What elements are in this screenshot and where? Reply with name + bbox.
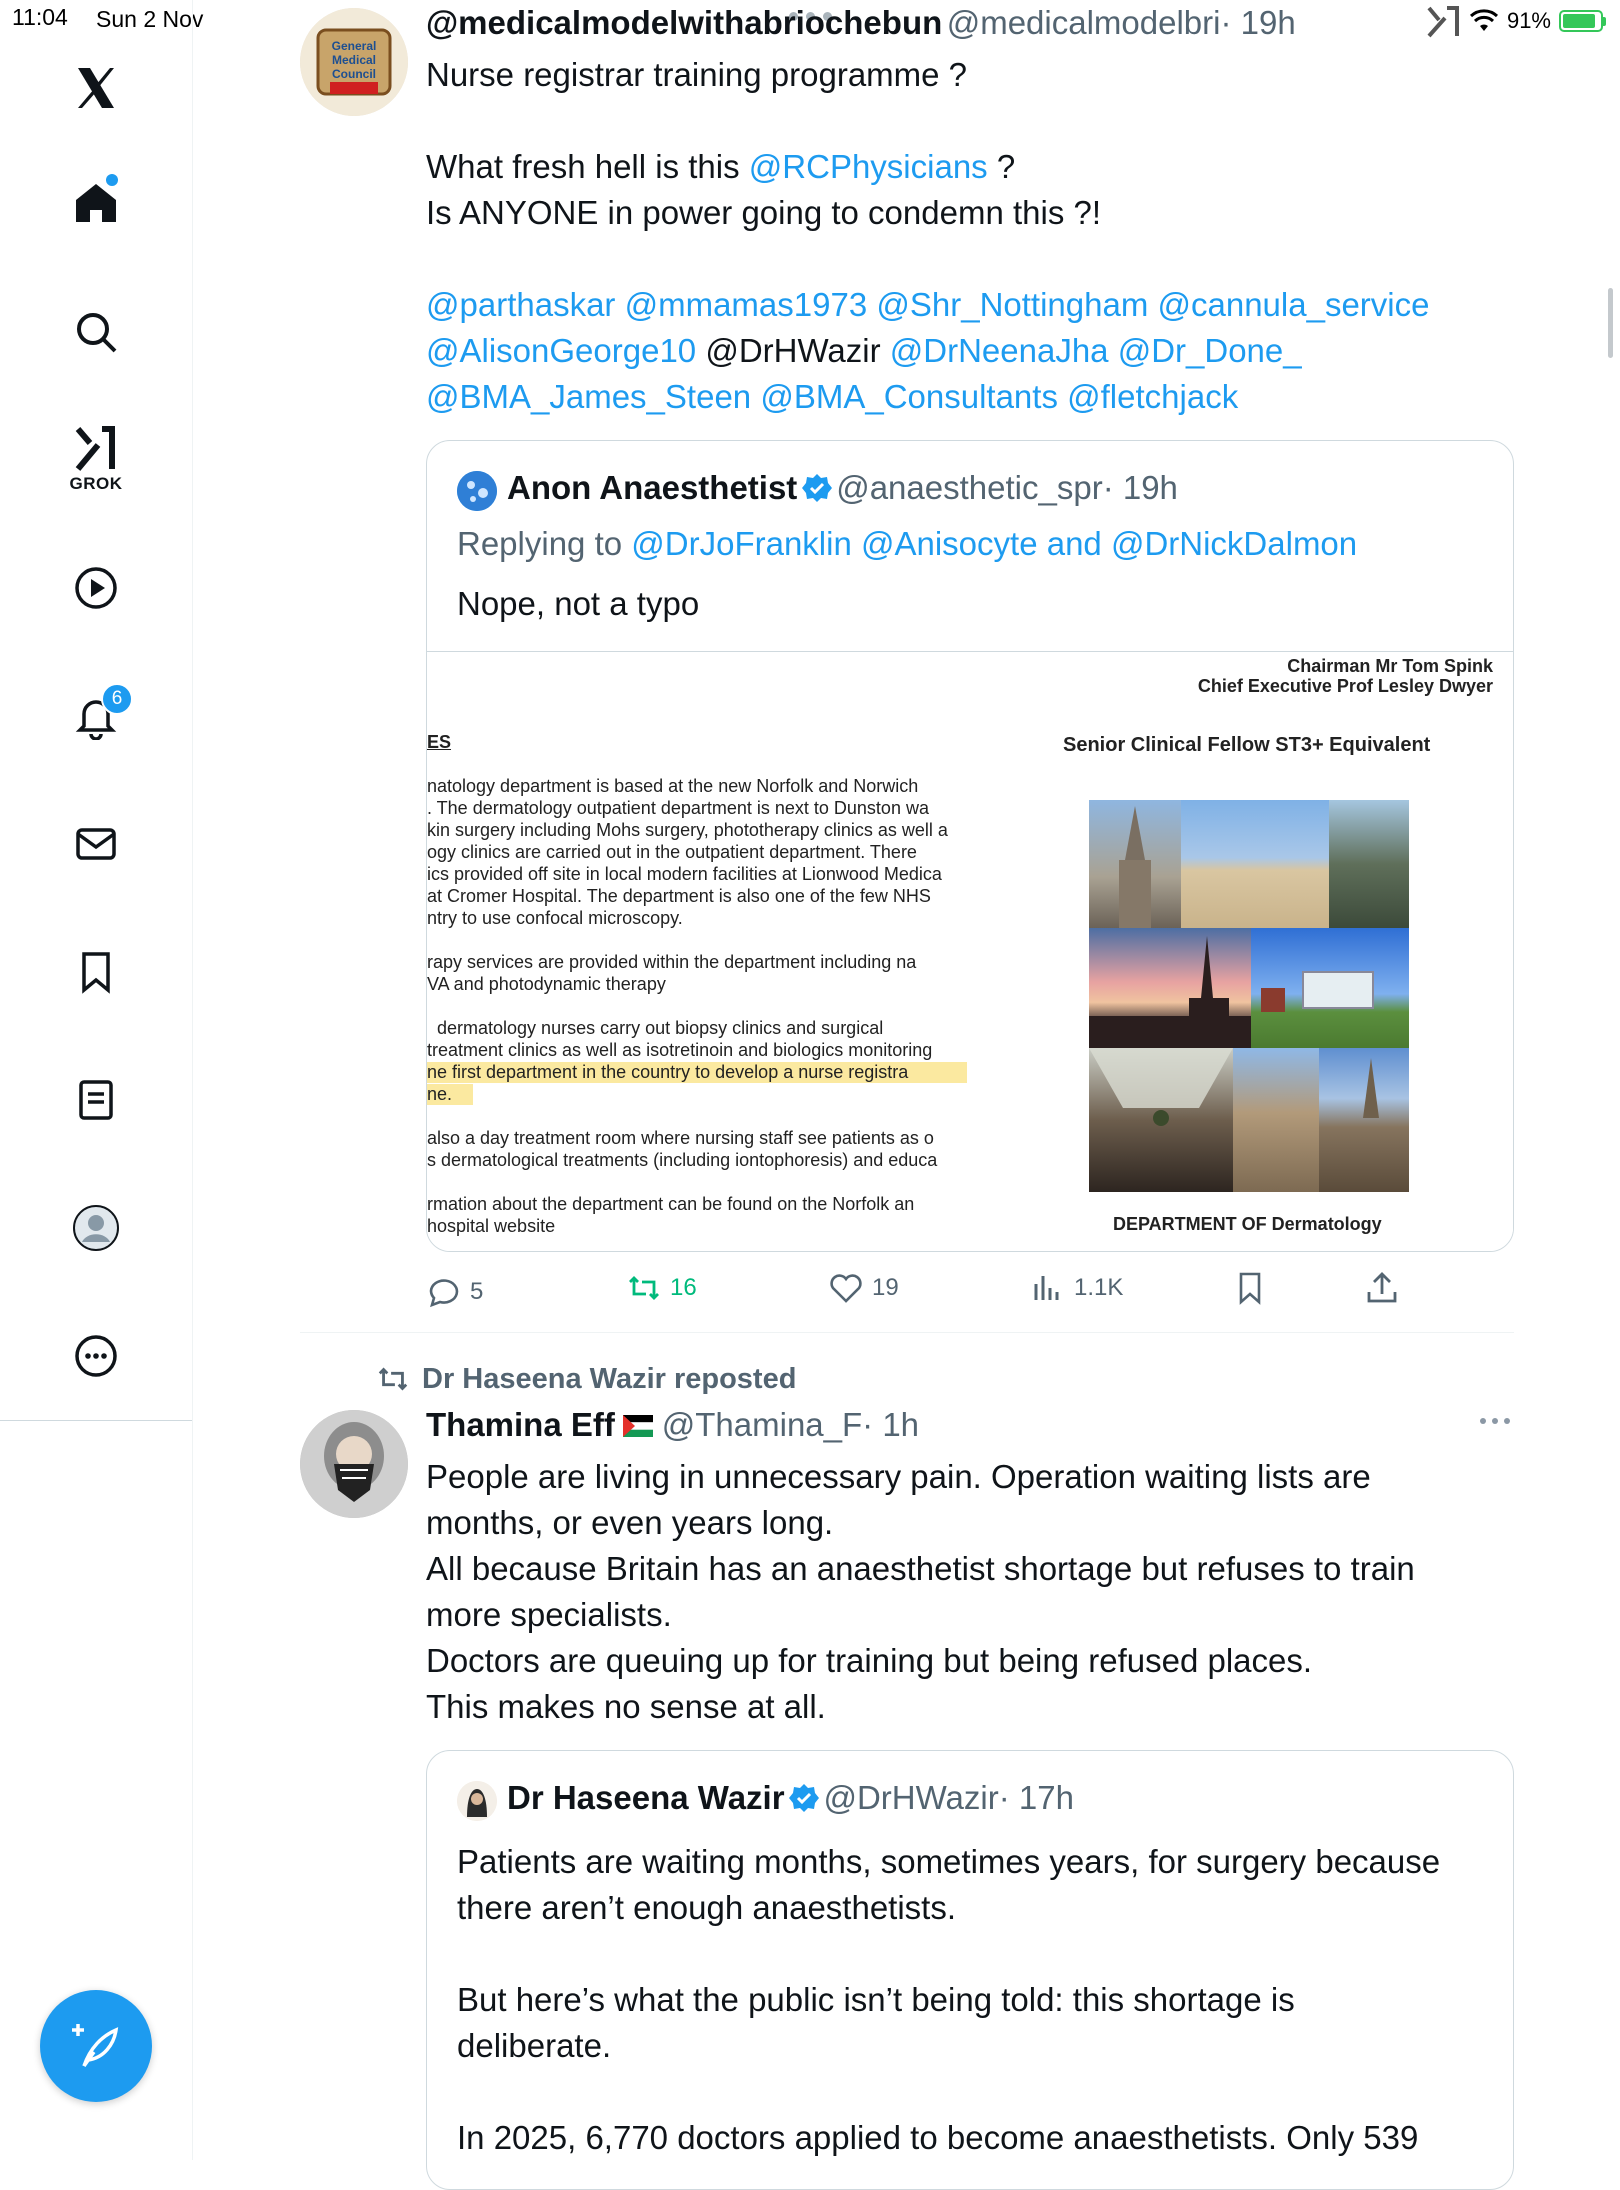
tweet2-line: All because Britain has an anaesthetist shortage but refuses to train	[426, 1550, 1415, 1587]
tweet2-time[interactable]: · 1h	[862, 1406, 920, 1443]
grok-status-icon	[1425, 4, 1461, 38]
doc-dept-caption: DEPARTMENT OF Dermatology	[1113, 1214, 1382, 1234]
doc-line: ics provided off site in local modern facilities at Lionwood Medica	[427, 864, 942, 884]
doc-line: natology department is based at the new Norfolk and Norwich	[427, 776, 919, 796]
tweet1-line1: Nurse registrar training programme ?	[426, 56, 968, 93]
grok-label: GROK	[69, 474, 123, 493]
views-bar-chart-icon	[1030, 1270, 1066, 1306]
status-right	[1425, 4, 1606, 38]
quote2-line: deliberate.	[457, 2027, 612, 2064]
mention-link[interactable]: @Shr_Nottingham	[876, 286, 1149, 323]
tweet2-line: Doctors are queuing up for training but being refused places.	[426, 1642, 1313, 1679]
quote1-handle[interactable]: @anaesthetic_spr	[836, 469, 1103, 506]
svg-text:Council: Council	[332, 67, 376, 81]
quote2-line	[457, 2069, 1497, 2115]
quote1-reply-mentions[interactable]: @DrJoFranklin @Anisocyte and @DrNickDalmon	[631, 525, 1358, 562]
doc-line: rapy services are provided within the department including na	[427, 952, 917, 972]
quote1-replying-to: Replying to @DrJoFranklin @Anisocyte and @DrNickDalmon	[457, 525, 1358, 562]
tweet2-line: months, or even years long.	[426, 1504, 834, 1541]
svg-text:Medical: Medical	[331, 53, 377, 67]
profile-avatar-icon[interactable]	[56, 1188, 136, 1268]
doc-highlighted-line: ne.	[427, 1084, 473, 1105]
doc-line: at Cromer Hospital. The department is also one of the few NHS	[427, 886, 931, 906]
tweet1-view-count: 1.1K	[1074, 1274, 1124, 1301]
doc-line: VA and photodynamic therapy	[427, 974, 666, 994]
battery-icon	[1559, 10, 1603, 32]
palestine-flag-icon	[623, 1415, 653, 1437]
repost-icon	[626, 1270, 662, 1306]
compose-post-button[interactable]	[40, 1990, 152, 2102]
doc-heading-right: Senior Clinical Fellow ST3+ Equivalent	[1063, 734, 1431, 756]
tweet1-handle[interactable]: @medicalmodelbri	[946, 4, 1221, 41]
mention-plain: @DrHWazir	[705, 332, 881, 369]
mention-link[interactable]: @parthaskar	[426, 286, 616, 323]
doc-line: treatment clinics as well as isotretinoin and biologics monitoring	[427, 1040, 933, 1060]
tweet1-body	[426, 52, 1526, 420]
quote2-line: there aren’t enough anaesthetists.	[457, 1889, 957, 1926]
quote2-line: In 2025, 6,770 doctors applied to become anaesthetists. Only 539	[457, 2119, 1419, 2156]
bookmark-icon	[1232, 1270, 1268, 1306]
verified-badge-icon	[802, 473, 832, 503]
doc-line: ogy clinics are carried out in the outpatient department. There	[427, 842, 917, 862]
messages-envelope-icon[interactable]	[56, 804, 136, 884]
mention-link[interactable]: @cannula_service	[1157, 286, 1430, 323]
tweet1-line3: Is ANYONE in power going to condemn this ?!	[426, 194, 1102, 231]
quote2-header	[507, 1779, 1074, 1817]
tweet1-time[interactable]: · 19h	[1220, 4, 1296, 41]
quote2-body	[457, 1839, 1497, 2161]
mention-rcphysicians[interactable]: @RCPhysicians	[748, 148, 988, 185]
quote2-display-name[interactable]: Dr Haseena Wazir	[507, 1779, 785, 1816]
mention-link[interactable]: @BMA_James_Steen	[426, 378, 752, 415]
mention-link[interactable]: @DrNeenaJha	[889, 332, 1109, 369]
lists-icon[interactable]	[56, 1060, 136, 1140]
quote2-line: Patients are waiting months, sometimes years, for surgery because	[457, 1843, 1441, 1880]
mention-link[interactable]: @fletchjack	[1067, 378, 1239, 415]
tweet2-avatar[interactable]	[300, 1410, 408, 1518]
tweet1-like-button[interactable]	[828, 1270, 899, 1306]
home-unread-dot	[106, 174, 118, 186]
verified-badge-icon	[789, 1783, 819, 1813]
status-date: Sun 2 Nov	[96, 6, 204, 32]
share-icon	[1364, 1270, 1400, 1306]
collage-photo-sunset-spire	[1089, 928, 1251, 1048]
tweet2-quote-card[interactable]	[426, 1750, 1514, 2190]
grok-icon[interactable]	[56, 420, 136, 500]
tweet1-bookmark-button[interactable]	[1232, 1270, 1268, 1306]
tweet1-share-button[interactable]	[1364, 1270, 1400, 1306]
tweet1-quote-card[interactable]	[426, 440, 1514, 1252]
quote1-header	[507, 469, 1178, 507]
tweet1-like-count: 19	[872, 1274, 899, 1301]
tweet1-repost-button[interactable]	[626, 1270, 697, 1306]
doc-highlighted-line: ne first department in the country to develop a nurse registra	[427, 1062, 967, 1083]
collage-photo-cathedral	[1089, 800, 1181, 928]
mention-link[interactable]: @Dr_Done_	[1117, 332, 1302, 369]
tweet2-line: more specialists.	[426, 1596, 672, 1633]
quote2-handle[interactable]: @DrHWazir	[823, 1779, 999, 1816]
tweet2-header	[426, 1406, 919, 1444]
tweet1-mentions-row3	[426, 374, 1526, 420]
quote2-line	[457, 1931, 1497, 1977]
quote1-avatar[interactable]	[457, 471, 497, 511]
notifications-bell-icon[interactable]	[56, 676, 136, 756]
reply-icon	[426, 1274, 462, 1310]
search-icon[interactable]	[56, 292, 136, 372]
status-time: 11:04	[12, 4, 68, 30]
battery-percent: 91%	[1506, 8, 1551, 33]
collage-photo-arcade	[1329, 800, 1409, 928]
scrollbar-thumb[interactable]	[1608, 288, 1613, 358]
doc-line: also a day treatment room where nursing staff see patients as o	[427, 1128, 934, 1148]
doc-line: s dermatological treatments (including iontophoresis) and educa	[427, 1150, 938, 1170]
collage-photo-church	[1319, 1048, 1409, 1192]
mention-link[interactable]: @AlisonGeorge10	[426, 332, 697, 369]
doc-line: kin surgery including Mohs surgery, phototherapy clinics as well a	[427, 820, 948, 840]
mention-link[interactable]: @BMA_Consultants	[760, 378, 1058, 415]
doc-chairman: Chairman Mr Tom Spink	[1287, 656, 1493, 676]
doc-line: rmation about the department can be found on the Norfolk an	[427, 1194, 915, 1214]
doc-line: hospital website	[427, 1216, 556, 1236]
mention-link[interactable]: @mmamas1973	[624, 286, 868, 323]
tweet2-line: This makes no sense at all.	[426, 1688, 826, 1725]
quote2-avatar[interactable]	[457, 1781, 497, 1821]
repost-icon	[376, 1362, 410, 1396]
quote1-time: · 19h	[1102, 469, 1178, 506]
collage-photo-castle	[1233, 1048, 1319, 1192]
tweet2-line: People are living in unnecessary pain. Operation waiting lists are	[426, 1458, 1371, 1495]
compose-feather-icon	[68, 2018, 124, 2074]
tweet2-display-name[interactable]: Thamina Eff	[426, 1406, 615, 1443]
tweet2-body	[426, 1454, 1526, 1730]
tweet1-repost-count: 16	[670, 1274, 697, 1301]
tweet1-line2: What fresh hell is this @RCPhysicians ?	[426, 148, 1016, 185]
quote2-line: But here’s what the public isn’t being told: this shortage is	[457, 1981, 1295, 2018]
tweet1-header	[426, 4, 1296, 42]
collage-photo-beach	[1181, 800, 1329, 928]
x-logo-icon[interactable]	[56, 48, 136, 128]
notifications-badge: 6	[101, 683, 133, 715]
doc-line: ntry to use confocal microscopy.	[427, 908, 683, 928]
quote1-text: Nope, not a typo	[457, 585, 700, 622]
sidebar-divider	[0, 1420, 192, 1421]
more-options-icon[interactable]	[56, 1316, 136, 1396]
svg-text:General: General	[331, 39, 377, 53]
wifi-icon	[1469, 9, 1499, 33]
tweet-divider	[300, 1332, 1514, 1333]
tweet2-more-options-icon[interactable]	[1478, 1414, 1512, 1433]
tweet1-views-button[interactable]	[1030, 1270, 1123, 1306]
bookmarks-icon[interactable]	[56, 932, 136, 1012]
tweet1-display-name[interactable]: @medicalmodelwithabriochebun	[426, 4, 943, 41]
doc-chief-exec: Chief Executive Prof Lesley Dwyer	[1197, 676, 1493, 696]
doc-line: dermatology nurses carry out biopsy clinics and surgical	[437, 1018, 884, 1038]
doc-line: . The dermatology outpatient department is next to Dunston wa	[427, 798, 929, 818]
tweet2-handle[interactable]: @Thamina_F	[661, 1406, 863, 1443]
video-play-icon[interactable]	[56, 548, 136, 628]
tweet2-reposted-by: Dr Haseena Wazir reposted	[422, 1362, 797, 1395]
tweet2-repost-context[interactable]	[376, 1362, 796, 1396]
quote2-time: · 17h	[998, 1779, 1074, 1816]
tweet1-avatar[interactable]	[300, 8, 408, 116]
tweet1-mentions-row1	[426, 282, 1526, 328]
tweet1-mentions-row2	[426, 328, 1526, 374]
tweet1-reply-button[interactable]	[426, 1274, 483, 1310]
quote1-display-name[interactable]: Anon Anaesthetist	[507, 469, 798, 506]
tweet1-reply-count: 5	[470, 1278, 484, 1305]
doc-heading-left: ES	[427, 732, 452, 752]
heart-icon	[828, 1270, 864, 1306]
home-icon[interactable]	[56, 162, 136, 242]
collage-photo-modern-building	[1251, 928, 1409, 1048]
collage-photo-victorian-arcade	[1089, 1048, 1233, 1192]
quote1-media-image[interactable]	[427, 651, 1514, 1252]
